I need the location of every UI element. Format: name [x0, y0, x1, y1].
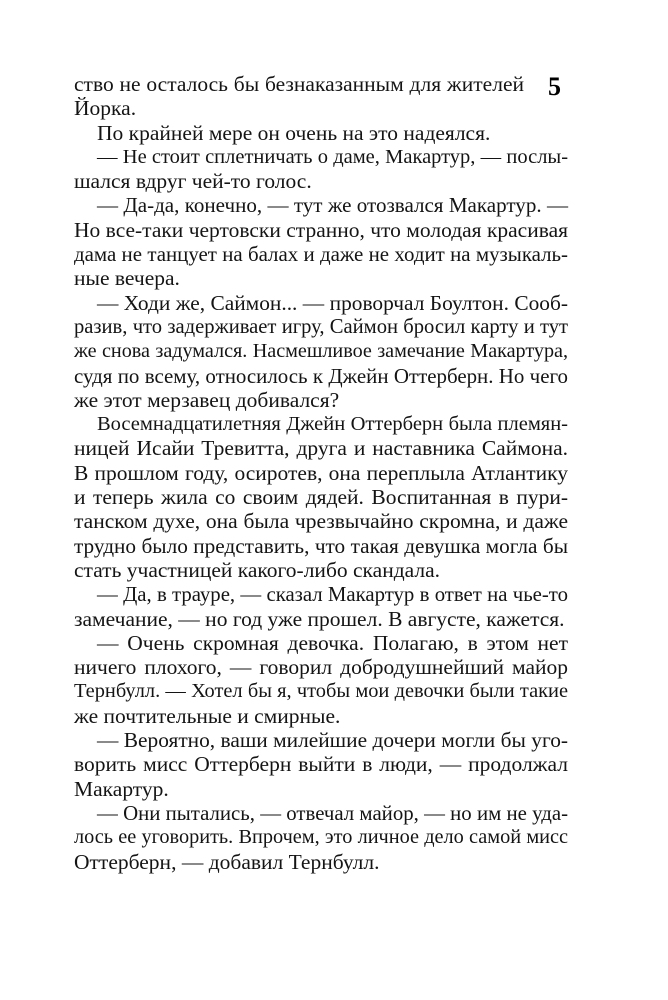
text-line: разив, что задерживает игру, Саймон бросил карту и тут — [74, 315, 568, 338]
text-line: же снова задумался. Насмешливое замечание Макартура, — [74, 340, 568, 363]
text-line: дама не танцует на балах и даже не ходит на музыкаль- — [74, 242, 568, 267]
page-number: 5 — [548, 72, 561, 101]
text-line: же почтительные и смирные. — [74, 703, 341, 728]
text-line: ство не осталось бы безнаказанным для жителей — [74, 72, 524, 96]
text-line: — Да-да, конечно, — тут же отозвался Макартур. — — [97, 193, 568, 218]
text-line: По крайней мере он очень на это надеялся. — [97, 120, 491, 145]
text-line: — Очень скромная девочка. Полагаю, в этом нет — [97, 630, 568, 655]
text-line: трудно было представить, что такая девушка могла бы — [74, 533, 568, 558]
text-line: и теперь жила со своим дядей. Воспитанная в пури- — [74, 485, 568, 510]
text-line: стать участницей какого-либо скандала. — [74, 557, 441, 582]
text-line: же этот мерзавец добивался? — [74, 387, 340, 412]
text-line: ничего плохого, — говорил добродушнейший майор — [74, 655, 568, 680]
text-line: Восемнадцатилетняя Джейн Оттерберн была племян- — [97, 413, 568, 436]
text-line: — Ходи же, Саймон... — проворчал Боултон. Сооб- — [97, 290, 568, 315]
text-line: — Не стоит сплетничать о даме, Макартур, — послы- — [97, 145, 568, 168]
text-line: шался вдруг чей-то голос. — [74, 169, 312, 194]
text-line: ные вечера. — [74, 266, 180, 291]
text-line: В прошлом году, осиротев, она переплыла Атлантику — [74, 460, 568, 485]
text-line: Тернбулл. — Хотел бы я, чтобы мои девочки были такие — [74, 680, 568, 703]
text-line: — Да, в трауре, — сказал Макартур в ответ на чье-то — [97, 582, 568, 607]
text-line: Макартур. — [74, 776, 169, 801]
text-line: танском духе, она была чрезвычайно скромна, и даже — [74, 509, 568, 534]
text-line: замечание, — но год уже прошел. В августе, кажется. — [74, 606, 565, 631]
text-line: ницей Исайи Тревитта, друга и наставника Саймона. — [74, 436, 568, 461]
page-body — [74, 72, 568, 874]
text-line: судя по всему, относилось к Джейн Оттерберн. Но чего — [74, 363, 568, 388]
text-line: Йорка. — [74, 96, 137, 121]
text-line: лось ее уговорить. Впрочем, это личное дело самой мисс — [74, 826, 568, 849]
text-line: — Вероятно, ваши милейшие дочери могли бы уго- — [97, 728, 568, 753]
text-line: Но все-таки чертовски странно, что молодая красивая — [74, 217, 568, 242]
text-line: ворить мисс Оттерберн выйти в люди, — продолжал — [74, 752, 568, 777]
text-line: — Они пытались, — отвечал майор, — но им не уда- — [97, 800, 568, 825]
text-line: Оттерберн, — добавил Тернбулл. — [74, 849, 380, 874]
